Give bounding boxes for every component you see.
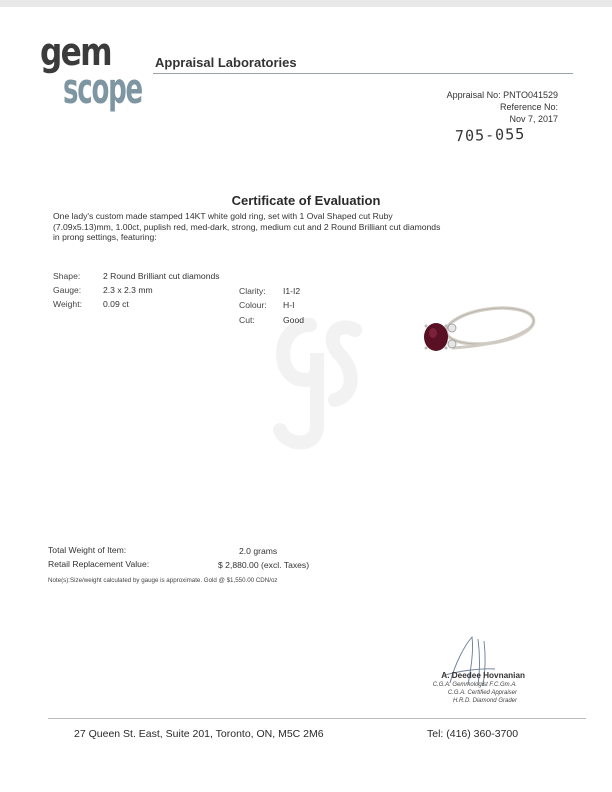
appraiser-credential: C.G.A. Gemmologist F.C.Gm.A.	[432, 682, 517, 688]
total-weight-value: 2.0 grams	[239, 546, 278, 556]
colour-value: H-I	[283, 300, 295, 310]
appraisal-date: Nov 7, 2017	[509, 114, 558, 124]
lab-title: Appraisal Laboratories	[155, 55, 297, 70]
footer-address: 27 Queen St. East, Suite 201, Toronto, ON, M5C 2M6	[74, 728, 324, 740]
certificate-title: Certificate of Evaluation	[231, 193, 381, 208]
description-line: in prong settings, featuring:	[53, 232, 157, 242]
cut-label: Cut:	[239, 315, 255, 325]
footer-phone: Tel: (416) 360-3700	[427, 728, 519, 740]
appraisal-number: Appraisal No: PNTO041529	[446, 90, 558, 100]
weight-label: Weight:	[53, 299, 82, 309]
retail-value-label: Retail Replacement Value:	[48, 559, 150, 569]
header-rule	[153, 73, 573, 74]
gauge-label: Gauge:	[53, 285, 82, 295]
description-line: (7.09x5.13)mm, 1.00ct, puplish red, med-dark, strong, medium cut and 2 Round Brilliant cut diamonds	[53, 221, 441, 232]
appraiser-name: A. Deedee Hovnanian	[441, 671, 525, 680]
footer-rule	[48, 718, 586, 719]
colour-label: Colour:	[239, 300, 267, 310]
weight-value: 0.09 ct	[103, 299, 129, 309]
total-weight-label: Total Weight of Item:	[48, 545, 127, 555]
handwritten-reference: 705-055	[454, 124, 526, 146]
appraisal-note: Note(s):Size/weight calculated by gauge is approximate. Gold @ $1,550.00 CDN/oz	[48, 577, 278, 584]
watermark-monogram	[255, 305, 375, 455]
shape-value: 2 Round Brilliant cut diamonds	[103, 271, 220, 281]
clarity-value: I1-I2	[283, 286, 301, 296]
scan-top-band	[0, 0, 612, 7]
retail-value-amount: $ 2,880.00 (excl. Taxes)	[218, 560, 310, 570]
shape-label: Shape:	[53, 271, 81, 281]
reference-number-label: Reference No:	[499, 102, 558, 112]
cut-value: Good	[283, 315, 305, 325]
clarity-label: Clarity:	[239, 286, 266, 296]
description-line: One lady's custom made stamped 14KT white gold ring, set with 1 Oval Shaped cut Ruby	[53, 211, 393, 221]
appraiser-credential: C.G.A. Certified Appraiser	[447, 690, 517, 696]
ring-photo	[412, 296, 537, 371]
gauge-value: 2.3 x 2.3 mm	[103, 285, 153, 295]
appraiser-credential: H.R.D. Diamond Grader	[452, 698, 517, 704]
logo-scope-text: scope	[63, 64, 142, 113]
logo-gem-text: gem	[40, 30, 111, 74]
item-description	[53, 211, 553, 243]
